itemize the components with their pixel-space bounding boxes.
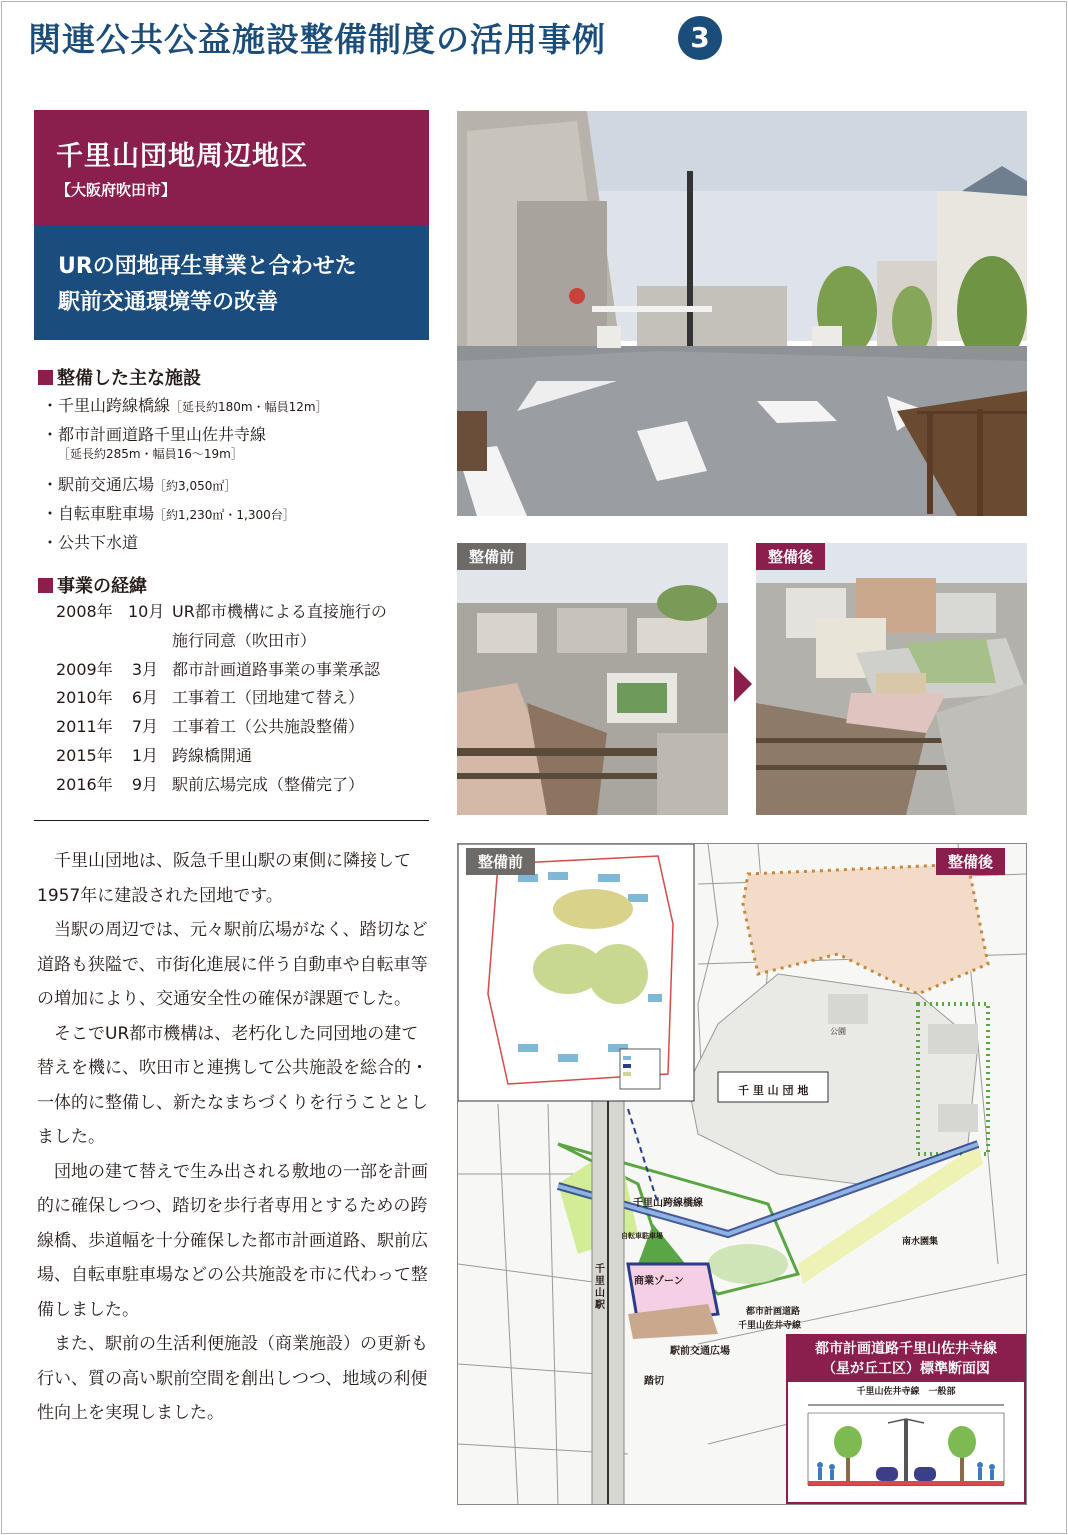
history-event-line: UR都市機構による直接施行の (172, 602, 387, 621)
square-bullet-icon (38, 370, 53, 385)
map-after-label: 整備後 (936, 848, 1005, 875)
history-event: 工事着工（公共施設整備） (172, 717, 365, 737)
cross-section-heading (788, 1336, 1024, 1382)
facility-name: 駅前交通広場 (58, 475, 155, 494)
facility-list (42, 393, 432, 559)
cross-section-title-1: 都市計画道路千里山佐井寺線 (815, 1341, 997, 1357)
after-photo-image (756, 543, 1027, 815)
cross-section-box (786, 1334, 1026, 1504)
history-year: 2010年 (56, 688, 113, 708)
history-event-line: 施行同意（吹田市） (172, 630, 317, 650)
theme-line-1: URの団地再生事業と合わせた (58, 254, 357, 279)
cross-section-diagram (788, 1397, 1024, 1497)
history-row (56, 771, 431, 800)
history-row (56, 742, 431, 771)
history-event: 工事着工（団地建て替え） (172, 688, 365, 708)
body-paragraph: 千里山団地は、阪急千里山駅の東側に隣接して1957年に建設された団地です。 (37, 851, 411, 906)
facility-spec: ［延長約285m・幅員16～19m］ (58, 447, 243, 461)
project-theme-box (34, 225, 429, 340)
history-month: 10月 (128, 602, 165, 621)
body-paragraph: そこでUR都市機構は、老朽化した同団地の建て替えを機に、吹田市と連携して公共施設を総合的・一体的に整備し、新たなまちづくりを行うこととしました。 (37, 1023, 428, 1147)
area-name: 千里山団地周辺地区 (56, 141, 308, 172)
before-photo-image (457, 543, 728, 815)
facility-spec: ［約1,230㎡・1,300台］ (154, 508, 295, 522)
map-label-commercial: 商業ゾーン (634, 1276, 684, 1287)
facility-name: 都市計画道路千里山佐井寺線 (58, 425, 267, 444)
history-heading (38, 572, 147, 598)
history-event: 跨線橋開通 (172, 745, 253, 765)
before-photo (457, 543, 728, 815)
facilities-heading (38, 364, 201, 390)
map-label-road-2: 千里山佐井寺線 (738, 1321, 802, 1331)
history-year: 2009年 (56, 659, 113, 679)
before-after-arrow-icon (734, 666, 752, 702)
station-plaza-photo-image (457, 111, 1027, 516)
history-event: 都市計画道路事業の事業承認 (172, 659, 381, 679)
after-photo (756, 543, 1027, 815)
map-label-crossing: 踏切 (644, 1376, 664, 1387)
after-photo-label: 整備後 (756, 543, 825, 570)
map-label-road-1: 都市計画道路 (746, 1307, 801, 1317)
facilities-heading-text: 整備した主な施設 (57, 368, 201, 389)
map-label-plaza: 駅前交通広場 (670, 1346, 730, 1357)
history-row (56, 598, 431, 656)
map-label-bridge: 千里山跨線橋線 (633, 1198, 703, 1209)
facility-item (42, 393, 432, 422)
facility-name: 自転車駐車場 (58, 504, 155, 523)
area-prefecture: 【大阪府吹田市】 (56, 181, 177, 199)
cross-section-subtitle: 千里山佐井寺線 一般部 (856, 1387, 956, 1397)
case-number-badge: 3 (678, 16, 722, 60)
history-month: 6月 (131, 688, 158, 708)
history-month: 1月 (131, 745, 158, 765)
map-label-park: 公園 (830, 1027, 846, 1036)
history-row (56, 713, 431, 742)
before-photo-label: 整備前 (457, 543, 526, 570)
facility-name: 千里山跨線橋線 (58, 396, 171, 415)
history-year: 2008年 (56, 602, 113, 621)
body-paragraph: また、駅前の生活利便施設（商業施設）の更新も行い、質の高い駅前空間を創出しつつ、地域の利便性向上を実現しました。 (37, 1334, 428, 1423)
history-year: 2015年 (56, 745, 113, 765)
facility-item (42, 472, 432, 501)
history-month: 9月 (131, 774, 158, 794)
body-text (37, 844, 432, 1431)
history-event (172, 598, 431, 656)
square-bullet-icon (38, 578, 53, 593)
history-year: 2011年 (56, 717, 113, 737)
history-event: 駅前広場完成（整備完了） (172, 774, 365, 794)
theme-line-2: 駅前交通環境等の改善 (58, 290, 279, 315)
facility-item (42, 422, 432, 472)
body-paragraph: 団地の建て替えで生み出される敷地の一部を計画的に確保しつつ、踏切を歩行者専用とするための跨線橋、歩道幅を十分確保した都市計画道路、駅前広場、自転車駐車場などの公共施設を市に代わって整備しました。 (37, 1161, 428, 1320)
project-name-box (34, 110, 429, 225)
facility-spec: ［約3,050㎡］ (154, 479, 237, 493)
body-paragraph: 当駅の周辺では、元々駅前広場がなく、踏切など道路も狭隘で、市街化進展に伴う自動車や自転車等の増加により、交通安全性の確保が課題でした。 (37, 920, 428, 1009)
cross-section-title-2: （星が丘工区）標準断面図 (822, 1361, 990, 1377)
map-label-school: 南水園集 (902, 1237, 939, 1247)
facility-item (42, 501, 432, 530)
station-plaza-photo (457, 111, 1027, 516)
history-row (56, 656, 431, 685)
history-row (56, 684, 431, 713)
map-label-bike: 自転車駐車場 (621, 1232, 663, 1240)
history-year: 2016年 (56, 774, 113, 794)
facility-item (42, 530, 432, 559)
history-month: 3月 (131, 659, 158, 679)
project-header (34, 110, 429, 340)
history-table (56, 598, 431, 800)
facility-spec: ［延長約180m・幅員12m］ (170, 400, 328, 414)
history-month: 7月 (131, 717, 158, 737)
facility-name: 公共下水道 (58, 533, 139, 552)
map-before-label: 整備前 (466, 848, 535, 875)
history-heading-text: 事業の経緯 (57, 576, 147, 597)
map-label-station: 千里山駅 (595, 1264, 605, 1311)
map-label-danchi: 千 里 山 団 地 (738, 1084, 809, 1097)
page-title: 関連公共公益施設整備制度の活用事例 (28, 20, 606, 59)
section-divider (34, 820, 429, 821)
